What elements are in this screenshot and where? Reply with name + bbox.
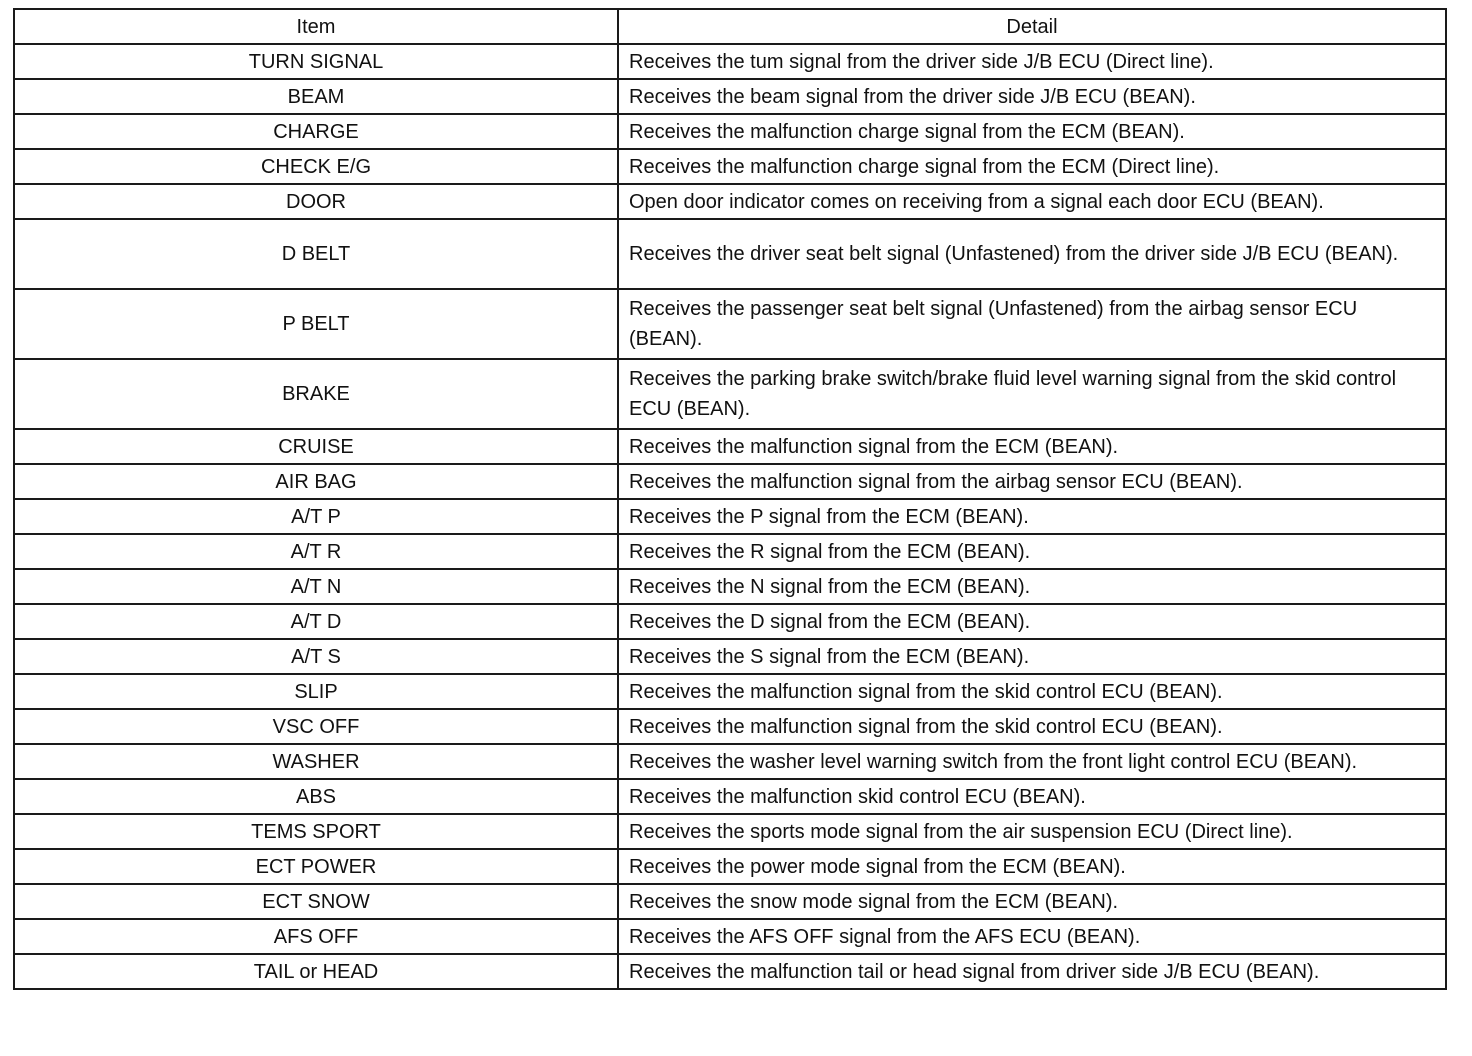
detail-cell: Receives the power mode signal from the ECM (BEAN).: [618, 849, 1446, 884]
detail-cell: Receives the P signal from the ECM (BEAN).: [618, 499, 1446, 534]
item-cell: A/T R: [14, 534, 618, 569]
item-cell: SLIP: [14, 674, 618, 709]
detail-cell: Receives the R signal from the ECM (BEAN).: [618, 534, 1446, 569]
table-row: [14, 569, 1446, 604]
item-cell: WASHER: [14, 744, 618, 779]
item-cell: A/T S: [14, 639, 618, 674]
item-cell: ECT SNOW: [14, 884, 618, 919]
item-cell: ABS: [14, 779, 618, 814]
detail-cell: Receives the malfunction charge signal from the ECM (Direct line).: [618, 149, 1446, 184]
detail-cell: Receives the S signal from the ECM (BEAN).: [618, 639, 1446, 674]
column-header-item: Item: [14, 9, 618, 44]
detail-cell: Receives the washer level warning switch from the front light control ECU (BEAN).: [618, 744, 1446, 779]
table-row: [14, 359, 1446, 429]
detail-cell: Receives the malfunction charge signal from the ECM (BEAN).: [618, 114, 1446, 149]
table-row: [14, 779, 1446, 814]
item-cell: BRAKE: [14, 359, 618, 429]
detail-cell: Receives the malfunction signal from the ECM (BEAN).: [618, 429, 1446, 464]
item-cell: TAIL or HEAD: [14, 954, 618, 989]
item-cell: TURN SIGNAL: [14, 44, 618, 79]
detail-cell: Receives the sports mode signal from the air suspension ECU (Direct line).: [618, 814, 1446, 849]
item-cell: VSC OFF: [14, 709, 618, 744]
indicator-detail-table: [13, 8, 1447, 990]
column-header-detail: Detail: [618, 9, 1446, 44]
table-row: [14, 534, 1446, 569]
item-cell: TEMS SPORT: [14, 814, 618, 849]
detail-cell: Receives the AFS OFF signal from the AFS ECU (BEAN).: [618, 919, 1446, 954]
table-row: [14, 709, 1446, 744]
table-row: [14, 149, 1446, 184]
detail-cell: Receives the malfunction tail or head signal from driver side J/B ECU (BEAN).: [618, 954, 1446, 989]
detail-cell: Receives the malfunction signal from the skid control ECU (BEAN).: [618, 674, 1446, 709]
detail-cell: Receives the beam signal from the driver side J/B ECU (BEAN).: [618, 79, 1446, 114]
table-row: [14, 849, 1446, 884]
detail-cell: Receives the driver seat belt signal (Unfastened) from the driver side J/B ECU (BEAN).: [618, 219, 1446, 289]
table-row: [14, 44, 1446, 79]
detail-cell: Receives the N signal from the ECM (BEAN).: [618, 569, 1446, 604]
detail-cell: Receives the snow mode signal from the ECM (BEAN).: [618, 884, 1446, 919]
item-cell: P BELT: [14, 289, 618, 359]
item-cell: AFS OFF: [14, 919, 618, 954]
table-row: [14, 464, 1446, 499]
table-header-row: [14, 9, 1446, 44]
table-row: [14, 919, 1446, 954]
item-cell: ECT POWER: [14, 849, 618, 884]
table-row: [14, 184, 1446, 219]
table-row: [14, 814, 1446, 849]
table-row: [14, 744, 1446, 779]
detail-cell: Receives the D signal from the ECM (BEAN).: [618, 604, 1446, 639]
item-cell: DOOR: [14, 184, 618, 219]
table-row: [14, 674, 1446, 709]
detail-cell: Receives the malfunction signal from the skid control ECU (BEAN).: [618, 709, 1446, 744]
detail-cell: Receives the passenger seat belt signal (Unfastened) from the airbag sensor ECU (BEAN).: [618, 289, 1446, 359]
table-row: [14, 499, 1446, 534]
table-row: [14, 884, 1446, 919]
item-cell: CHARGE: [14, 114, 618, 149]
item-cell: AIR BAG: [14, 464, 618, 499]
item-cell: A/T D: [14, 604, 618, 639]
item-cell: A/T N: [14, 569, 618, 604]
detail-cell: Receives the malfunction signal from the airbag sensor ECU (BEAN).: [618, 464, 1446, 499]
item-cell: CRUISE: [14, 429, 618, 464]
table-row: [14, 954, 1446, 989]
item-cell: D BELT: [14, 219, 618, 289]
table-row: [14, 429, 1446, 464]
item-cell: BEAM: [14, 79, 618, 114]
table-row: [14, 604, 1446, 639]
table-row: [14, 114, 1446, 149]
table-row: [14, 639, 1446, 674]
detail-cell: Receives the tum signal from the driver side J/B ECU (Direct line).: [618, 44, 1446, 79]
table-row: [14, 219, 1446, 289]
item-cell: CHECK E/G: [14, 149, 618, 184]
table-row: [14, 79, 1446, 114]
item-cell: A/T P: [14, 499, 618, 534]
detail-cell: Open door indicator comes on receiving from a signal each door ECU (BEAN).: [618, 184, 1446, 219]
detail-cell: Receives the parking brake switch/brake fluid level warning signal from the skid control ECU (BEAN).: [618, 359, 1446, 429]
table-row: [14, 289, 1446, 359]
detail-cell: Receives the malfunction skid control ECU (BEAN).: [618, 779, 1446, 814]
